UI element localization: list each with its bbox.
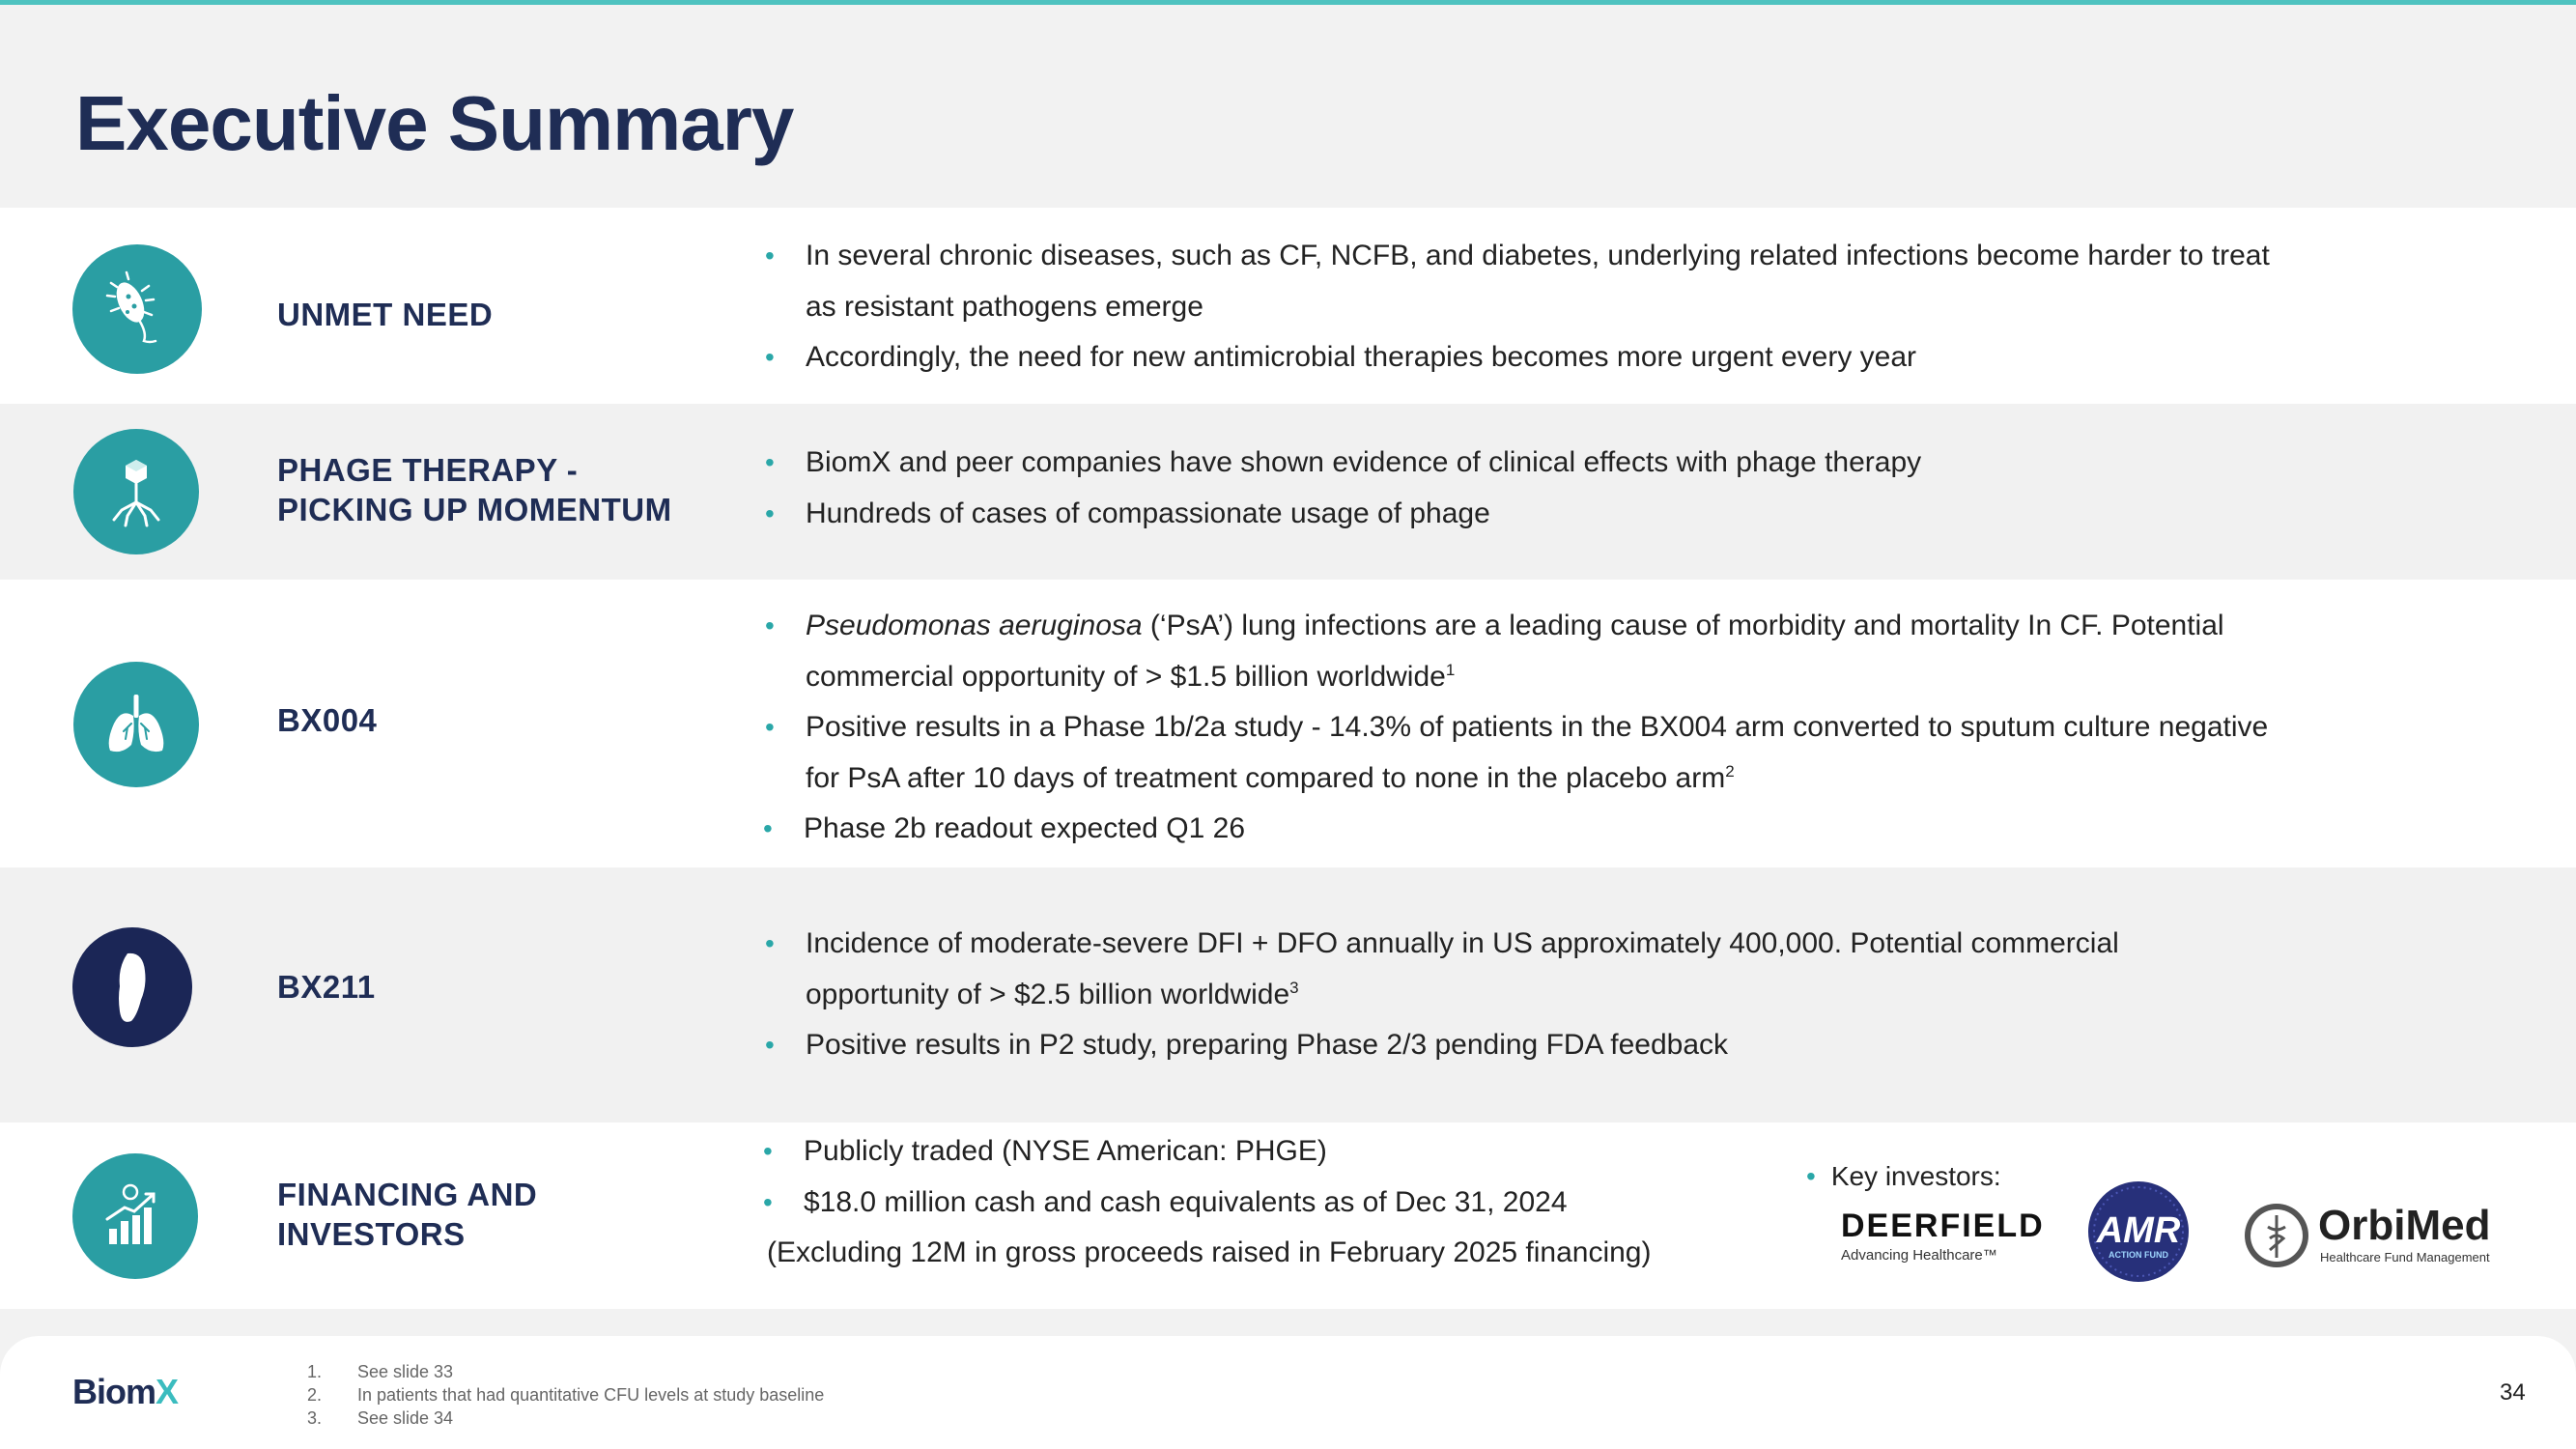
section-label-financing: FINANCING AND INVESTORS: [277, 1177, 538, 1252]
section-label-phage-therapy: PHAGE THERAPY - PICKING UP MOMENTUM: [277, 452, 672, 527]
footnote: 2. In patients that had quantitative CFU levels at study baseline: [307, 1385, 825, 1405]
bullet-item: • $18.0 million cash and cash equivalents as of Dec 31, 2024: [761, 1178, 1824, 1229]
foot-icon: [72, 927, 192, 1047]
orbimed-logo: OrbiMed Healthcare Fund Management: [2243, 1202, 2504, 1271]
section-label-bx004: BX004: [277, 702, 378, 738]
lungs-icon: [73, 662, 199, 787]
bullet-item: • Positive results in a Phase 1b/2a study - 14.3% of patients in the BX004 arm converted to sputum culture negative for PsA after 10 days of treatment compared to none in the placebo arm$^2$: [763, 702, 2270, 804]
row-unmet-need: [0, 208, 2576, 404]
row-bx211: [0, 867, 2576, 1122]
bullet-item: • Publicly traded (NYSE American: PHGE): [761, 1126, 1824, 1178]
footnote-ref: 2: [1725, 761, 1735, 781]
row-phage-therapy: [0, 404, 2576, 580]
footnote-ref: 3: [1289, 978, 1299, 997]
financing-note: (Excluding 12M in gross proceeds raised in February 2025 financing): [767, 1236, 1652, 1268]
phage-icon: [73, 429, 199, 554]
key-investors-label: • Key investors:: [1806, 1161, 2001, 1191]
footnotes: [307, 1360, 824, 1430]
section-label-bx211: BX211: [277, 969, 376, 1005]
bullet-item: • BiomX and peer companies have shown evidence of clinical effects with phage therapy: [763, 438, 2270, 489]
section-label-unmet-need: UNMET NEED: [277, 297, 494, 332]
footnote-ref: 1: [1445, 660, 1456, 679]
row-bx004: [0, 580, 2576, 867]
bullets-bx211: [763, 919, 2270, 1071]
footnote: 1. See slide 33: [307, 1362, 454, 1381]
bullets-bx004: [763, 601, 2270, 855]
bacteria-icon: [72, 244, 202, 374]
bullets-phage-therapy: [763, 438, 2270, 539]
deerfield-logo: DEERFIELD Advancing Healthcare™: [1841, 1208, 2045, 1264]
growth-chart-icon: [72, 1153, 198, 1279]
amr-action-fund-logo: [2082, 1180, 2194, 1283]
bullet-item: • Hundreds of cases of compassionate usage of phage: [763, 489, 2270, 540]
pathogen-name: Pseudomonas aeruginosa: [806, 610, 1143, 641]
bullet-item: • Incidence of moderate-severe DFI + DFO annually in US approximately 400,000. Potential commercial opportunity of > $2.5 billion worldwide$^3$: [763, 919, 2270, 1020]
amr-logo-tag: ACTION FUND: [2109, 1250, 2168, 1260]
bullet-item: • Accordingly, the need for new antimicrobial therapies becomes more urgent every year: [763, 332, 2270, 384]
bullets-unmet-need: [763, 231, 2270, 384]
footnote: 3. See slide 34: [307, 1408, 454, 1428]
amr-logo-text: AMR: [2096, 1210, 2181, 1251]
bullet-item: • In several chronic diseases, such as CF, NCFB, and diabetes, underlying related infections become harder to treat as resistant pathogens emerge: [763, 231, 2270, 332]
page-title: Executive Summary: [75, 80, 794, 166]
page-number: 34: [2500, 1379, 2526, 1406]
bullets-financing: [763, 1126, 1826, 1279]
top-accent-line: [0, 0, 2576, 5]
bullet-item: • Phase 2b readout expected Q1 26: [761, 804, 2268, 855]
bullet-item: • Positive results in P2 study, preparing Phase 2/3 pending FDA feedback: [763, 1020, 2270, 1071]
biomx-logo: BiomX: [72, 1372, 179, 1411]
bullet-item: • Pseudomonas aeruginosa (‘PsA’) lung infections are a leading cause of morbidity and mortality In CF. Potential commercial opportunity of > $1.5 billion worldwide$^1$: [763, 601, 2270, 702]
